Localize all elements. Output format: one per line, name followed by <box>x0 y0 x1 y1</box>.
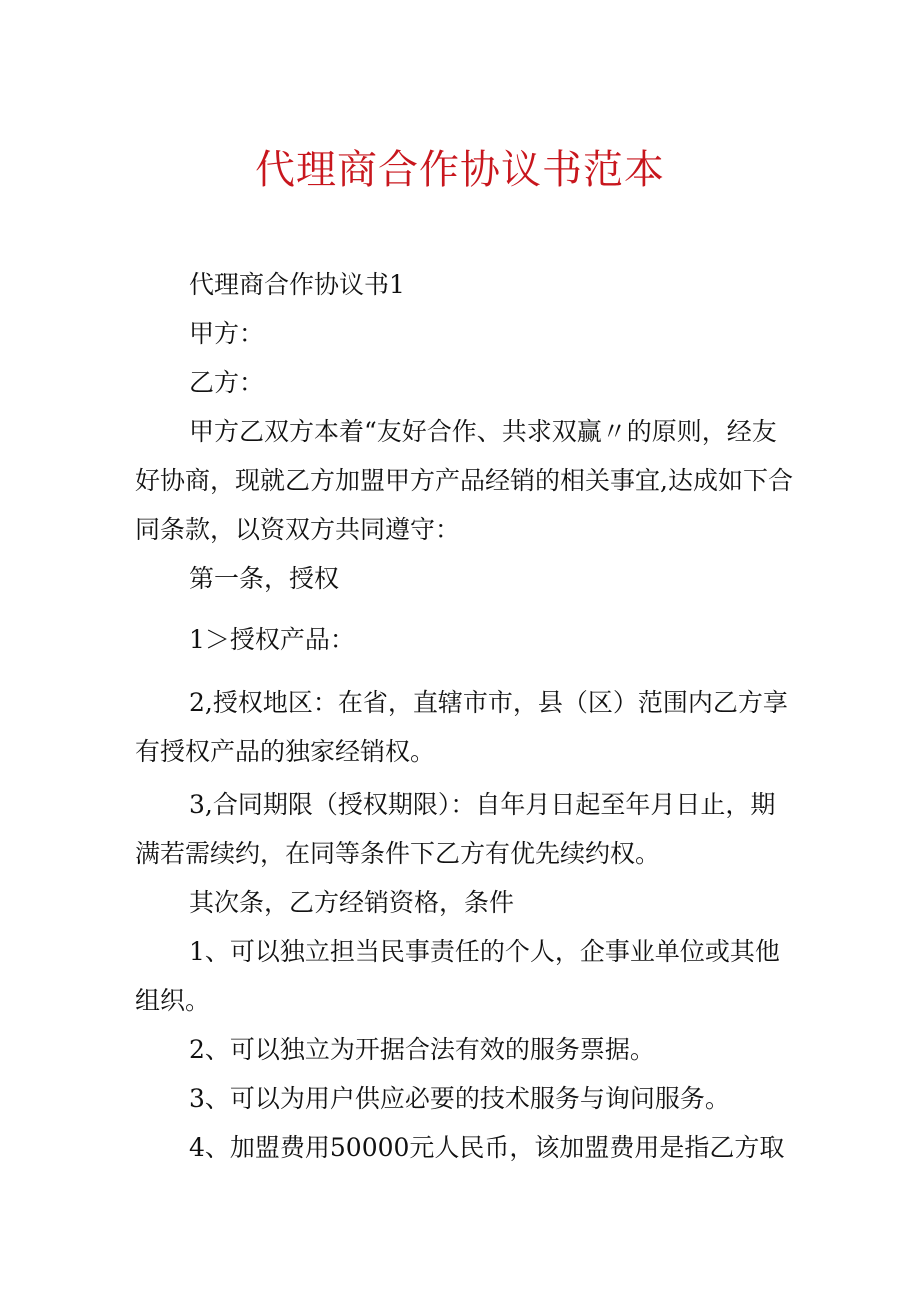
paragraph-contract-term: 3,合同期限（授权期限）：自年月日起至年月日止，期满若需续约，在同等条件下乙方有优先续约权。 <box>135 790 776 868</box>
paragraph-preamble: 甲方乙双方本着“友好合作、共求双赢〃的原则，经友好协商，现就乙方加盟甲方产品经销的相关事宜,达成如下合同条款，以资双方共同遵守： <box>135 417 793 544</box>
paragraph-condition-2: 2、可以独立为开据合法有效的服务票据。 <box>189 1035 655 1064</box>
paragraph-party-b: 乙方： <box>189 368 265 397</box>
document-body <box>135 260 795 1172</box>
paragraph-agreement-heading: 代理商合作协议书1 <box>189 270 405 299</box>
paragraph-party-a: 甲方： <box>189 319 265 348</box>
paragraph-authorized-region: 2,授权地区：在省，直辖市市，县（区）范围内乙方享有授权产品的独家经销权。 <box>135 688 788 766</box>
paragraph-condition-3: 3、可以为用户供应必要的技术服务与询问服务。 <box>189 1084 730 1113</box>
paragraph-article-2: 其次条，乙方经销资格，条件 <box>189 888 515 917</box>
paragraph-authorized-products: 1＞授权产品： <box>189 625 355 654</box>
document-title: 代理商合作协议书范本 <box>255 147 665 193</box>
paragraph-condition-4: 4、加盟费用50000元人民币，该加盟费用是指乙方取 <box>189 1133 785 1162</box>
paragraph-article-1: 第一条，授权 <box>189 564 340 593</box>
paragraph-condition-1: 1、可以独立担当民事责任的个人，企事业单位或其他组织。 <box>135 937 780 1015</box>
